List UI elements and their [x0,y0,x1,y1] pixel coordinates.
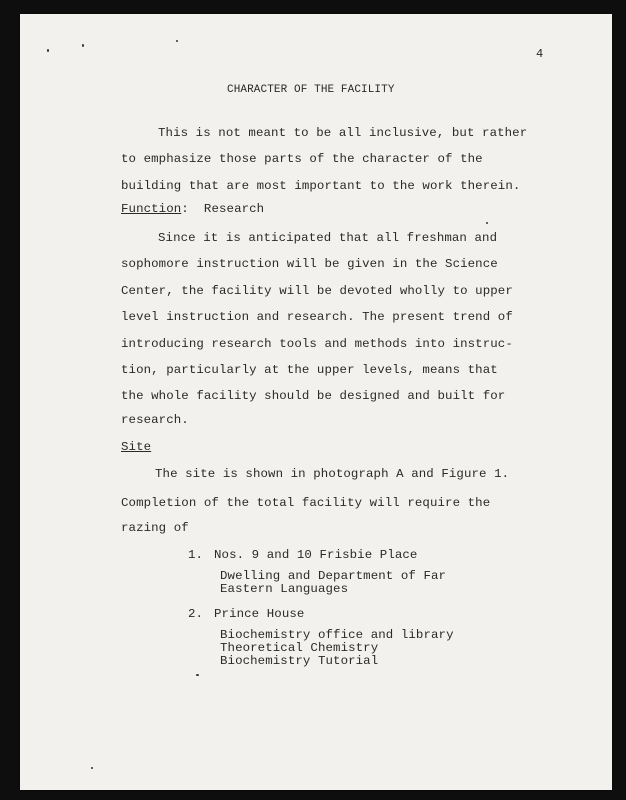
function-heading: Function [121,202,182,216]
page-title: CHARACTER OF THE FACILITY [227,84,395,96]
list-item-number: 1. [188,548,204,562]
function-line: Center, the facility will be devoted wholly to upper [121,284,513,298]
function-heading-line [121,202,264,216]
dust-speck [91,767,93,769]
function-line: level instruction and research. The present trend of [121,310,513,324]
function-line: the whole facility should be designed and built for [121,389,506,403]
function-line: Since it is anticipated that all freshman and [158,231,498,245]
intro-line: building that are most important to the work therein. [121,179,521,193]
site-line: The site is shown in photograph A and Figure 1. [155,467,510,481]
list-item-detail: Biochemistry office and library [220,628,454,642]
dust-speck [176,40,178,42]
list-item-title: Prince House [214,607,305,621]
site-line: Completion of the total facility will require the [121,496,491,510]
intro-line: to emphasize those parts of the character of the [121,152,483,166]
page-number: 4 [536,47,544,61]
list-item-detail: Eastern Languages [220,582,349,596]
site-heading: Site [121,440,152,454]
site-line: razing of [121,521,189,535]
function-line: sophomore instruction will be given in the Science [121,257,498,271]
list-item-number: 2. [188,607,204,621]
intro-line: This is not meant to be all inclusive, but rather [158,126,528,140]
function-line: research. [121,413,189,427]
function-line: introducing research tools and methods into instruc- [121,337,513,351]
list-item-title: Nos. 9 and 10 Frisbie Place [214,548,418,562]
dust-speck [486,222,488,224]
list-item-detail: Biochemistry Tutorial [220,654,379,668]
function-line: tion, particularly at the upper levels, means that [121,363,498,377]
list-item-detail: Dwelling and Department of Far [220,569,447,583]
function-colon: : [181,202,189,216]
dust-speck [82,44,84,47]
list-item-detail: Theoretical Chemistry [220,641,379,655]
dust-speck [196,674,199,676]
function-value: Research [203,202,265,216]
dust-speck [47,49,49,52]
